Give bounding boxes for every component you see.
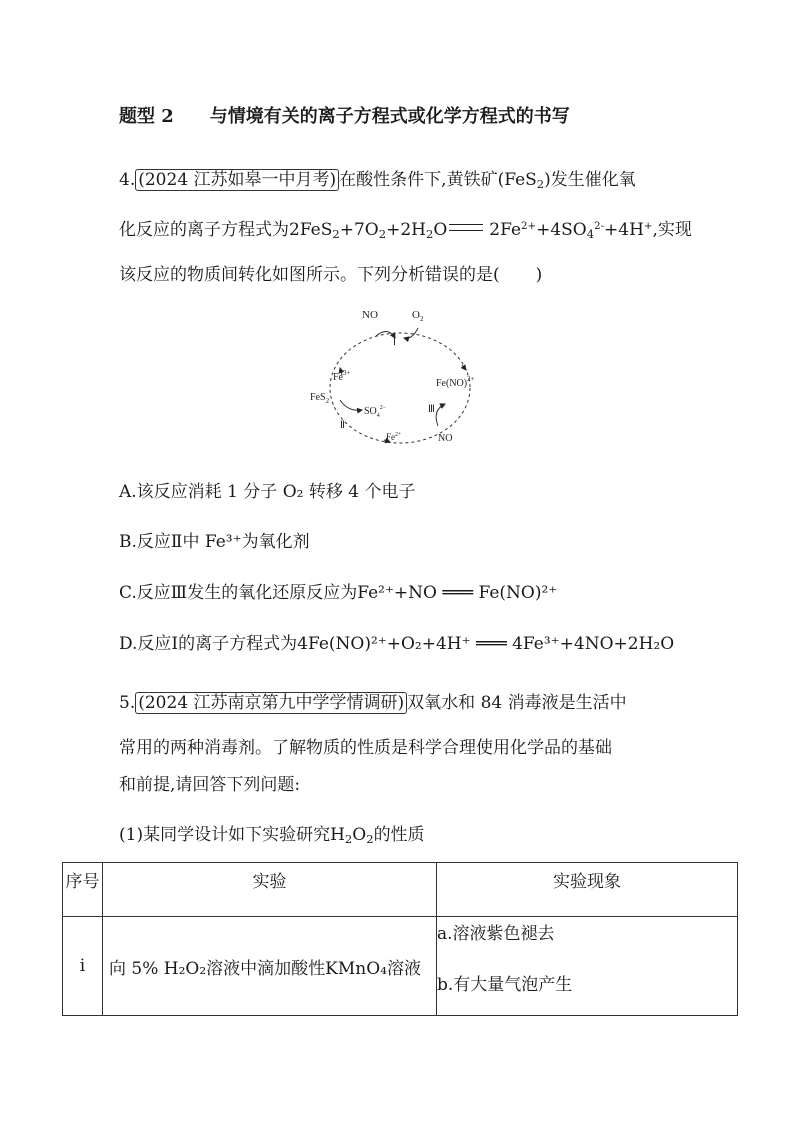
no-input-arrow xyxy=(436,404,445,426)
experiment-table xyxy=(62,862,738,1016)
row-experiment: 向 5% H₂O₂溶液中滴加酸性KMnO₄溶液 xyxy=(103,917,437,1016)
q4-line1-sub: 2 xyxy=(536,176,545,191)
q5-source: (2024 江苏南京第九中学学情调研) xyxy=(135,692,407,714)
q5-line2: 常用的两种消毒剂。了解物质的性质是科学合理使用化学品的基础 xyxy=(119,738,612,758)
diagram-label-no-top: NO xyxy=(362,309,378,321)
q5-line1-rest: 双氧水和 84 消毒液是生活中 xyxy=(407,693,627,713)
diagram-label-fes2: FeS$_2$ xyxy=(310,392,330,405)
diagram-label-i: Ⅰ xyxy=(393,337,396,348)
table-row xyxy=(63,917,738,1016)
section-title: 与情境有关的离子方程式或化学方程式的书写 xyxy=(209,106,570,127)
col-header-phenomena: 实验现象 xyxy=(437,863,738,917)
q4-line3-end: ) xyxy=(535,265,543,285)
q4-line2-prefix: 化反应的离子方程式为 xyxy=(119,220,289,240)
table-header-row xyxy=(63,863,738,917)
q4-line1-formula: FeS xyxy=(504,170,537,190)
col-header-experiment: 实验 xyxy=(103,863,437,917)
section-heading xyxy=(119,102,570,128)
q4-option-c: C.反应Ⅲ发生的氧化还原反应为Fe²⁺+NO ═══ Fe(NO)²⁺ xyxy=(119,583,558,603)
diagram-label-fe2: $Fe^{2+}$ xyxy=(386,432,402,442)
q5-part1: (1)某同学设计如下实验研究$H_2O_2$的性质 xyxy=(119,825,425,846)
diagram-label-ii: Ⅱ xyxy=(340,420,345,431)
row-id: i xyxy=(63,917,103,1016)
q4-line1 xyxy=(119,165,636,191)
section-label: 题型 2 xyxy=(119,106,174,127)
phenomenon-a: a.溶液紫色褪去 xyxy=(437,924,555,944)
fes2-input-arrow xyxy=(340,400,362,410)
phenomenon-b: b.有大量气泡产生 xyxy=(437,975,573,995)
q4-line1-text: 在酸性条件下,黄铁矿( xyxy=(339,170,505,190)
q4-line3-text: 该反应的物质间转化如图所示。下列分析错误的是( xyxy=(119,265,500,285)
q4-line3 xyxy=(119,260,542,285)
q4-line2-suffix: ,实现 xyxy=(652,220,692,240)
q4-option-d: D.反应Ⅰ的离子方程式为4Fe(NO)²⁺+O₂+4H⁺ ═══ 4Fe³⁺+4NO+2H₂O xyxy=(119,634,675,654)
q4-line1-end: )发生催化氧 xyxy=(544,170,636,190)
col-header-number: 序号 xyxy=(63,863,103,917)
diagram-label-o2: $O_2$ xyxy=(412,309,424,323)
diagram-label-iii: Ⅲ xyxy=(428,404,435,415)
q5-number: 5. xyxy=(119,693,136,713)
diagram-label-no-bottom: NO xyxy=(438,433,453,444)
q4-source: (2024 江苏如皋一中月考) xyxy=(135,169,339,191)
equals-sign xyxy=(449,224,483,231)
q4-number: 4. xyxy=(119,170,136,190)
q4-option-a: A.该反应消耗 1 分子 O₂ 转移 4 个电子 xyxy=(119,482,416,502)
q4-line2 xyxy=(119,215,692,241)
diagram-label-feno: Fe(NO)$^{2+}$ xyxy=(436,375,475,389)
q5-line3: 和前提,请回答下列问题: xyxy=(119,775,301,795)
q5-line1 xyxy=(119,688,627,713)
diagram-label-so4: $SO_4^{2-}$ xyxy=(364,405,387,419)
row-phenomena xyxy=(437,917,738,1016)
q4-equation: $2FeS_2+7O_2+2H_2O$ $2Fe^{2+}+4SO_4^{2-}+4H^+$ xyxy=(289,220,653,241)
reaction-cycle-diagram xyxy=(300,300,500,450)
diagram-label-fe3: $Fe^{3+}$ xyxy=(333,369,351,383)
q4-option-b: B.反应Ⅱ中 Fe³⁺为氧化剂 xyxy=(119,532,310,552)
